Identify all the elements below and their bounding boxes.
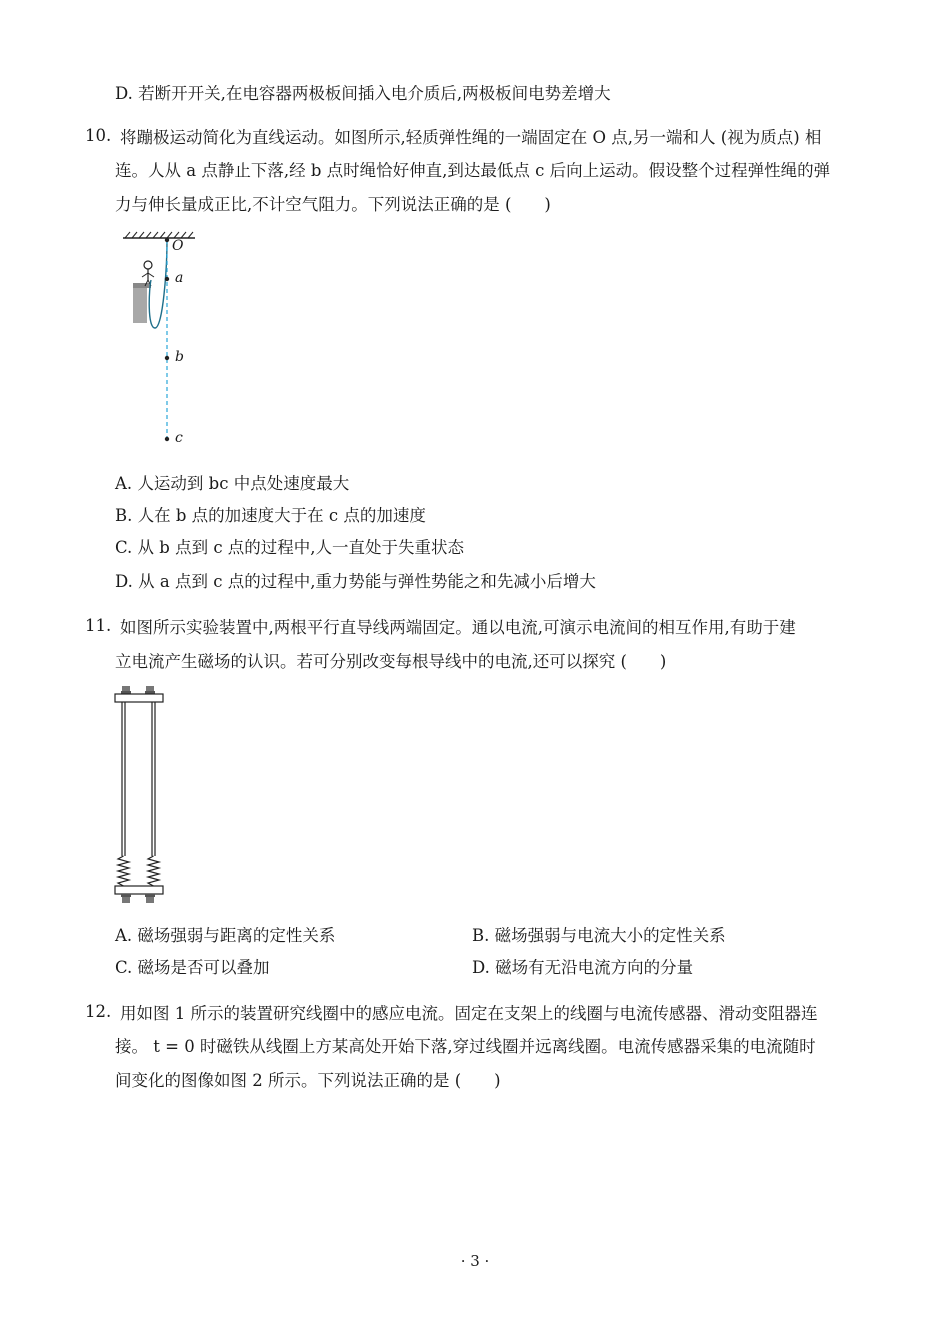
q10-option-c: C. 从 b 点到 c 点的过程中,人一直处于失重状态: [115, 538, 465, 557]
page-number: · 3 ·: [460, 1252, 490, 1270]
q12-line-2: 接。 t = 0 时磁铁从线圈上方某高处开始下落,穿过线圈并远离线圈。电流传感器采集的电流随时: [115, 1037, 816, 1056]
q11-option-b: B. 磁场强弱与电流大小的定性关系: [472, 926, 726, 945]
q12-number: 12.: [85, 1002, 112, 1021]
point-label-a: a: [175, 270, 184, 286]
q12-line-1: 用如图 1 所示的装置研究线圈中的感应电流。固定在支架上的线圈与电流传感器、滑动变阻器连: [120, 1004, 818, 1023]
point-label-o: O: [172, 238, 184, 254]
point-label-c: c: [175, 430, 183, 446]
bungee-diagram: [115, 228, 205, 453]
q10-line-2: 连。人从 a 点静止下落,经 b 点时绳恰好伸直,到达最低点 c 后向上运动。假设整个过程弹性绳的弹: [115, 161, 831, 180]
q11-line-2: 立电流产生磁场的认识。若可分别改变每根导线中的电流,还可以探究 ( ): [115, 652, 667, 671]
q10-option-b: B. 人在 b 点的加速度大于在 c 点的加速度: [115, 506, 426, 525]
q10-line-3: 力与伸长量成正比,不计空气阻力。下列说法正确的是 ( ): [115, 195, 551, 214]
point-label-b: b: [175, 349, 184, 365]
q10-line-1: 将蹦极运动简化为直线运动。如图所示,轻质弹性绳的一端固定在 O 点,另一端和人 (视为质点) 相: [120, 128, 822, 147]
q9-option-d: D. 若断开开关,在电容器两极板间插入电介质后,两极板间电势差增大: [115, 84, 611, 103]
q12-line-3: 间变化的图像如图 2 所示。下列说法正确的是 ( ): [115, 1071, 501, 1090]
q10-option-d: D. 从 a 点到 c 点的过程中,重力势能与弹性势能之和先减小后增大: [115, 572, 596, 591]
q11-line-1: 如图所示实验装置中,两根平行直导线两端固定。通以电流,可演示电流间的相互作用,有助于建: [120, 618, 796, 637]
q10-option-a: A. 人运动到 bc 中点处速度最大: [115, 474, 350, 493]
q11-option-d: D. 磁场有无沿电流方向的分量: [472, 958, 694, 977]
q10-number: 10.: [85, 126, 112, 145]
q11-option-c: C. 磁场是否可以叠加: [115, 958, 270, 977]
bungee-figure: [115, 228, 205, 453]
q11-option-a: A. 磁场强弱与距离的定性关系: [115, 926, 336, 945]
parallel-wires-diagram: [112, 684, 168, 910]
q11-number: 11.: [85, 616, 112, 635]
parallel-wires-figure: [112, 684, 168, 910]
